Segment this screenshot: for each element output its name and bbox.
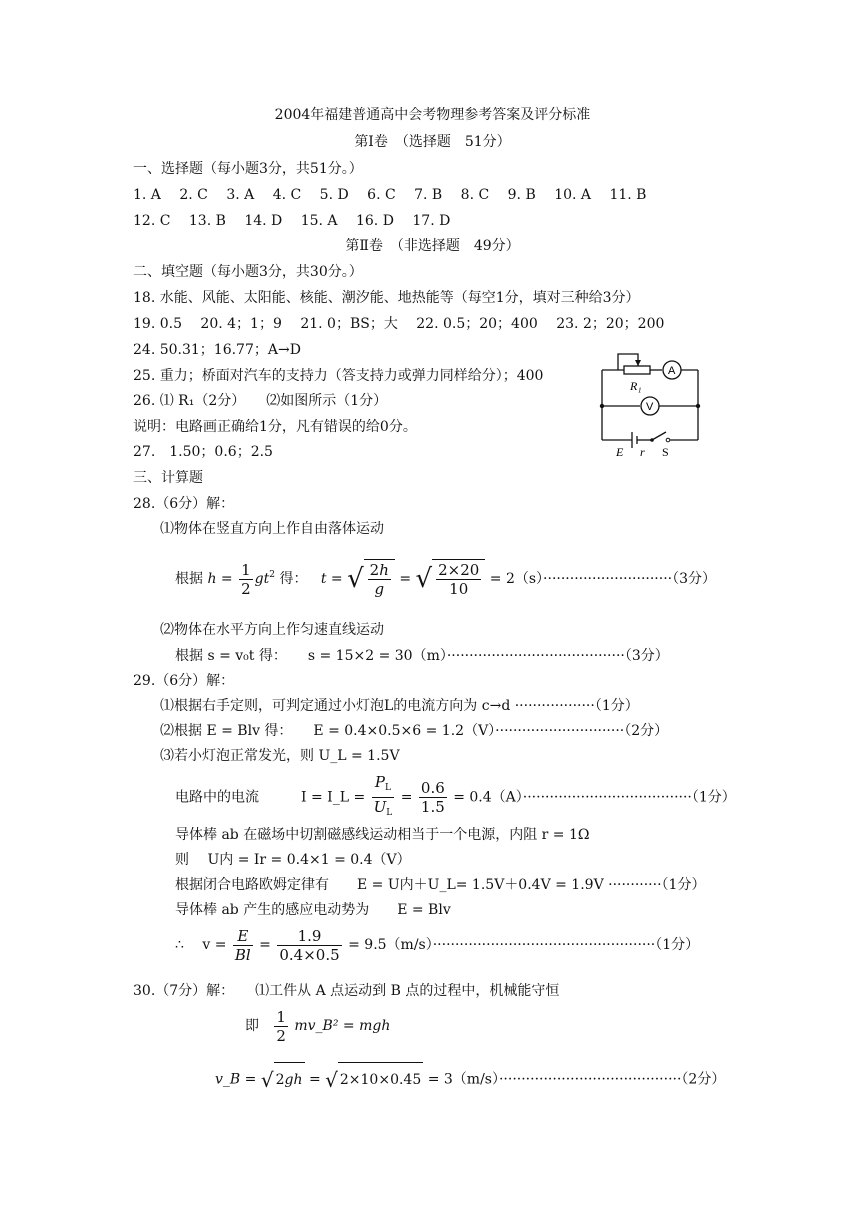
q28-head: 28.（6分）解： [133, 496, 235, 512]
q29-head: 29.（6分）解： [133, 673, 235, 689]
part2-heading: 第Ⅱ卷 （非选择题 49分） [345, 238, 520, 254]
label-a: A [668, 365, 676, 377]
label-r: r [640, 445, 645, 459]
sec3-heading: 三、计算题 [133, 470, 203, 486]
q29-line3: ⑶若小灯泡正常发光，则 U_L = 1.5V [160, 748, 400, 764]
part1-heading: 第Ⅰ卷 （选择题 51分） [354, 134, 511, 150]
q26-answer: 26. ⑴ R₁（2分） ⑵如图所示（1分） [133, 393, 388, 409]
q29-line1: ⑴根据右手定则，可判定通过小灯泡L的电流方向为 c→d ··················（1分） [160, 698, 639, 714]
q29-line6: 则 U内 = Ir = 0.4×1 = 0.4（V） [175, 852, 411, 868]
q30-head: 30.（7分）解： ⑴工件从 A 点运动到 B 点的过程中，机械能守恒 [133, 983, 560, 999]
q26-note: 说明：电路画正确给1分，凡有错误的给0分。 [133, 419, 417, 435]
label-s: S [662, 445, 669, 459]
switch-icon [652, 432, 666, 440]
q19-23-answers: 19. 0.5 20. 4；1；9 21. 0；BS；大 22. 0.5；20；400 23. 2；20；200 [133, 316, 665, 332]
q30-velocity-formula: v_B = √ 2gh = √ 2×10×0.45 = 3（m/s）·········································（2分） [215, 1062, 725, 1097]
q29-current-formula: 电路中的电流 I = I_L = $\frac{P_L}{U_L}$ = $\frac{0.6}{1.5}$ = 0.4（A）······································（1分） [175, 773, 736, 818]
q18-answer: 18. 水能、风能、太阳能、核能、潮汐能、地热能等（每空1分，填对三种给3分） [133, 290, 640, 306]
q28-formula2: 根据 s = v₀t 得： s = 15×2 = 30（m）········································（3分） [175, 648, 669, 664]
q28-part1: ⑴物体在竖直方向上作自由落体运动 [160, 521, 384, 537]
q24-answer: 24. 50.31；16.77；A→D [133, 342, 301, 358]
label-e: E [616, 445, 624, 459]
q29-line5: 导体棒 ab 在磁场中切割磁感线运动相当于一个电源，内阻 r = 1Ω [175, 827, 590, 843]
rheostat-icon [624, 366, 650, 374]
q29-line7: 根据闭合电路欧姆定律有 E = U内＋U_L= 1.5V＋0.4V = 1.9V ············（1分） [175, 877, 706, 893]
q28-part2: ⑵物体在水平方向上作匀速直线运动 [160, 622, 384, 638]
q30-energy-formula: 即 $\frac{1}{2}$ mv_B² = mgh [245, 1007, 391, 1045]
q29-line8: 导体棒 ab 产生的感应电动势为 E = Blv [175, 902, 451, 918]
mc-answers-row2: 12. C 13. B 14. D 15. A 16. D 17. D [133, 213, 451, 229]
page-title: 2004年福建普通高中会考物理参考答案及评分标准 [274, 107, 591, 123]
q25-answer: 25. 重力；桥面对汽车的支持力（答支持力或弹力同样给分）；400 [133, 368, 544, 384]
q29-line2: ⑵根据 E = Blv 得： E = 0.4×0.5×6 = 1.2（V）·····························（2分） [160, 723, 669, 739]
q28-formula1: 根据 h = $\frac{1}{2}$ $gt^2$ 得： t = √ $\frac{2h}{g}$ = √ $\frac{2\times 20}{10}$ = 2（s）·····························（3分） [175, 560, 717, 598]
label-r1: R₁ [630, 379, 642, 393]
mc-answers-row1: 1. A 2. C 3. A 4. C 5. D 6. C 7. B 8. C 9. B 10. A 11. B [133, 187, 647, 203]
q29-velocity-formula: ∴ v = $\frac{E}{Bl}$ = $\frac{1.9}{0.4\times 0.5}$ = 9.5（m/s）··················································（1分） [175, 926, 700, 964]
label-v: V [646, 401, 654, 413]
sec2-heading: 二、填空题（每小题3分，共30分。） [133, 264, 363, 280]
circuit-diagram [594, 348, 706, 460]
sec1-heading: 一、选择题（每小题3分，共51分。） [133, 161, 363, 177]
q27-answer: 27. 1.50；0.6；2.5 [133, 444, 273, 460]
